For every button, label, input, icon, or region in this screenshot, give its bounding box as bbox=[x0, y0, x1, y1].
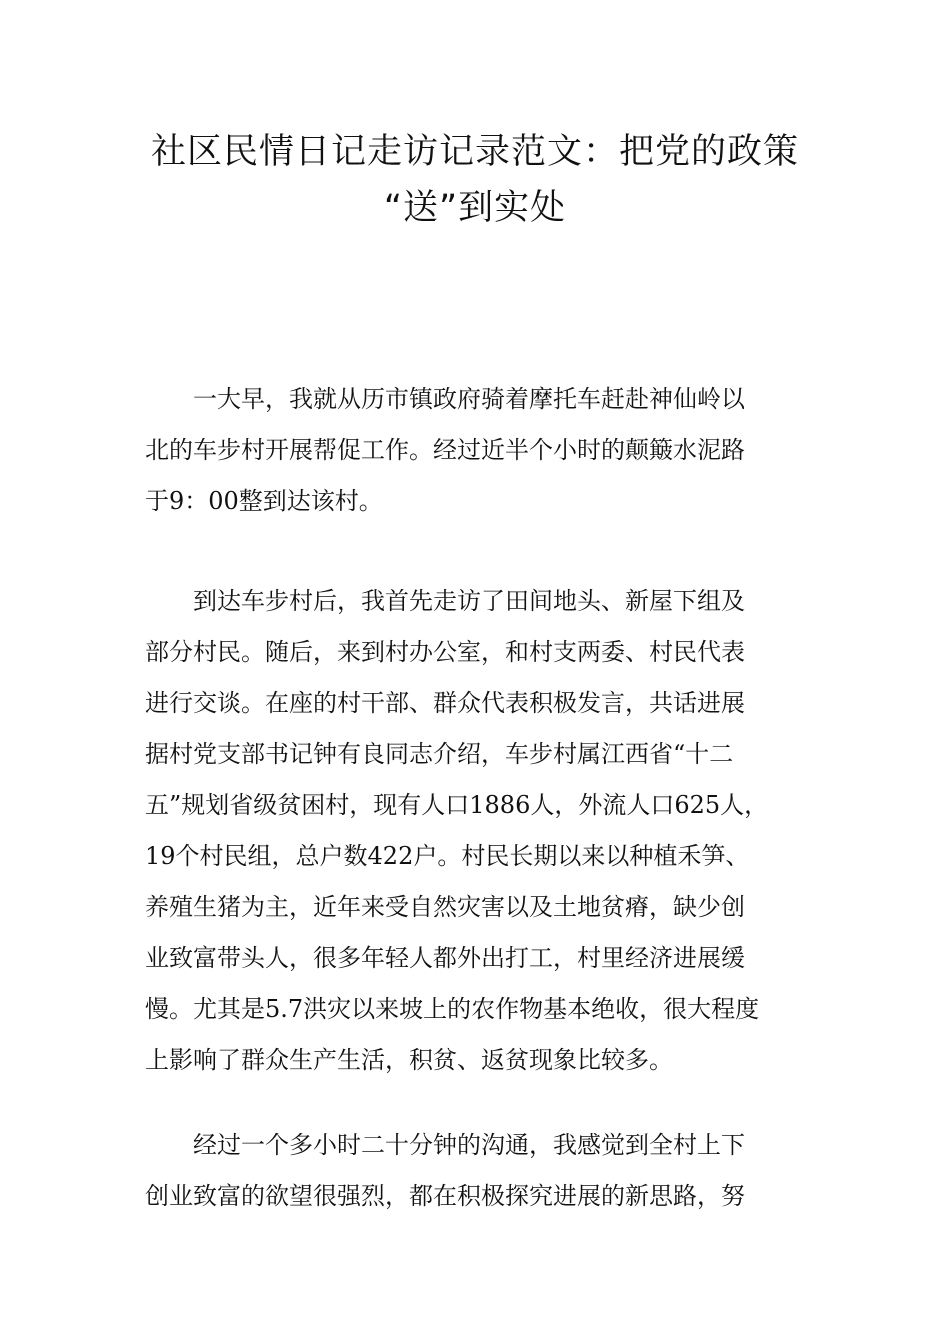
text-line: 部分村民。随后，来到村办公室，和村支两委、村民代表 bbox=[145, 638, 745, 666]
text-line: 到达车步村后，我首先走访了田间地头、新屋下组及 bbox=[145, 587, 745, 615]
text-line: 北的车步村开展帮促工作。经过近半个小时的颠簸水泥路 bbox=[145, 436, 745, 464]
text-line: 慢。尤其是5.7洪灾以来坡上的农作物基本绝收，很大程度 bbox=[145, 995, 760, 1023]
text-line: 一大早，我就从历市镇政府骑着摩托车赶赴神仙岭以 bbox=[145, 385, 745, 413]
paragraph-2 bbox=[145, 576, 845, 1086]
text-line: 养殖生猪为主，近年来受自然灾害以及土地贫瘠，缺少创 bbox=[145, 893, 745, 921]
text-line: 于9：00整到达该村。 bbox=[145, 487, 383, 515]
text-line: 五”规划省级贫困村，现有人口1886人，外流人口625人， bbox=[145, 791, 769, 819]
text-line: 业致富带头人，很多年轻人都外出打工，村里经济进展缓 bbox=[145, 944, 745, 972]
text-line: 上影响了群众生产生活，积贫、返贫现象比较多。 bbox=[145, 1046, 673, 1074]
paragraph-3 bbox=[145, 1120, 845, 1222]
title-line-2: “送”到实处 bbox=[383, 188, 567, 228]
text-line: 经过一个多小时二十分钟的沟通，我感觉到全村上下 bbox=[145, 1131, 745, 1159]
text-line: 19个村民组，总户数422户。村民长期以来以种植禾笋、 bbox=[145, 842, 750, 870]
text-line: 据村党支部书记钟有良同志介绍，车步村属江西省“十二 bbox=[145, 740, 734, 768]
paragraph-1 bbox=[145, 374, 845, 527]
text-line: 创业致富的欲望很强烈，都在积极探究进展的新思路，努 bbox=[145, 1182, 745, 1210]
text-line: 进行交谈。在座的村干部、群众代表积极发言，共话进展 bbox=[145, 689, 745, 717]
title-line-1: 社区民情日记走访记录范文：把党的政策 bbox=[150, 132, 799, 172]
document-title bbox=[100, 124, 850, 236]
